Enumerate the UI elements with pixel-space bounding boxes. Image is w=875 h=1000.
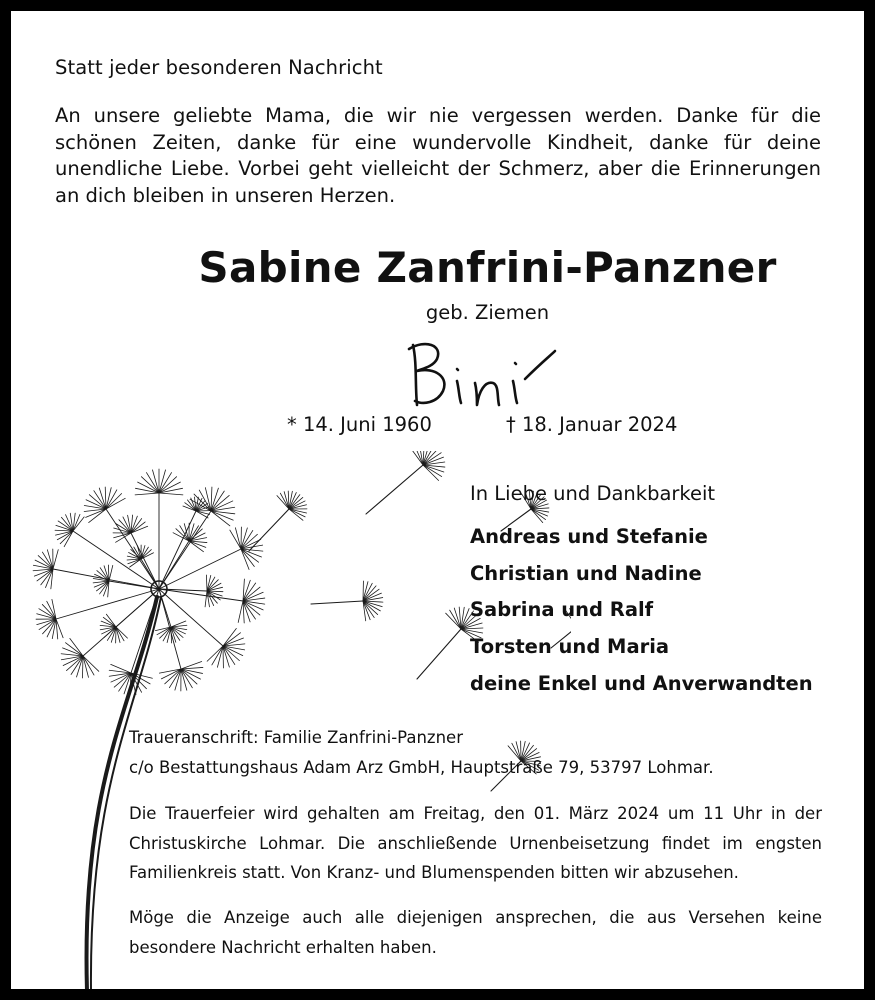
closing-note: Möge die Anzeige auch alle diejenigen ansprechen, die aus Versehen keine besondere Nachricht erhalten haben.	[129, 908, 822, 957]
mourner-name: Sabrina und Ralf	[470, 598, 654, 622]
mourners-list	[470, 524, 813, 707]
mourner-name: Torsten und Maria	[470, 635, 670, 659]
address-line-1: Traueranschrift: Familie Zanfrini-Panzner	[129, 728, 463, 747]
mourning-address	[129, 723, 714, 783]
birth-date: * 14. Juni 1960	[287, 413, 432, 436]
funeral-service-info: Die Trauerfeier wird gehalten am Freitag, den 01. März 2024 um 11 Uhr in der Christuskirche Lohmar. Die anschließende Urnenbeisetzung findet im engsten Familienkreis statt. Von Kranz- und Blumenspenden bitten wir abzusehen.	[129, 804, 822, 882]
intro-text: An unsere geliebte Mama, die wir nie vergessen werden. Danke für die schönen Zeiten, danke für eine wundervolle Kindheit, danke für deine unendliche Liebe. Vorbei geht vielleicht der Schmerz, aber die Erinnerungen an dich bleiben in unseren Herzen.	[55, 104, 821, 208]
mourners-intro: In Liebe und Dankbarkeit	[470, 482, 716, 505]
mourner-name: Andreas und Stefanie	[470, 525, 708, 548]
mourner-name: deine Enkel und Anverwandten	[470, 671, 813, 695]
intro-heading: Statt jeder besonderen Nachricht	[55, 56, 383, 79]
death-date: † 18. Januar 2024	[506, 413, 678, 436]
address-line-2: c/o Bestattungshaus Adam Arz GmbH, Hauptstraße 79, 53797 Lohmar.	[129, 758, 714, 777]
deceased-name: Sabine Zanfrini-Panzner	[198, 243, 777, 292]
mourner-name: Christian und Nadine	[470, 561, 702, 585]
maiden-name: geb. Ziemen	[425, 301, 550, 324]
signature-bini	[391, 333, 571, 413]
